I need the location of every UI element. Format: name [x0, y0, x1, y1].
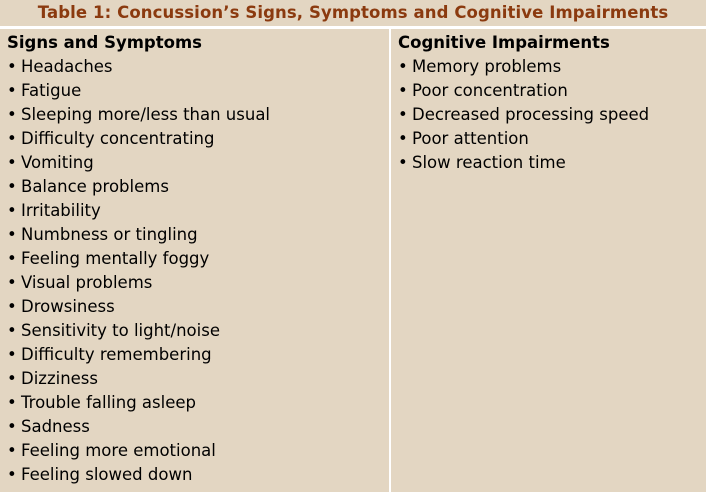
list-item [7, 103, 389, 127]
list-item-text: Drowsiness [21, 297, 115, 316]
list-item-text: Irritability [21, 201, 101, 220]
cognitive-impairments-column [391, 29, 706, 492]
list-item [7, 127, 389, 151]
list-item-text: Sadness [21, 417, 90, 436]
bullet-icon: • [7, 177, 17, 196]
bullet-icon: • [7, 417, 17, 436]
column-header-signs-symptoms: Signs and Symptoms [7, 33, 202, 52]
list-item-text: Numbness or tingling [21, 225, 198, 244]
list-item [7, 319, 389, 343]
list-item [398, 55, 706, 79]
list-item [398, 103, 706, 127]
list-item-text: Balance problems [21, 177, 169, 196]
list-item [7, 223, 389, 247]
bullet-icon: • [7, 225, 17, 244]
bullet-icon: • [7, 345, 17, 364]
bullet-icon: • [7, 465, 17, 484]
list-item-text: Headaches [21, 57, 113, 76]
bullet-icon: • [398, 105, 408, 124]
bullet-icon: • [7, 129, 17, 148]
bullet-icon: • [7, 297, 17, 316]
bullet-icon: • [7, 273, 17, 292]
list-item [7, 151, 389, 175]
bullet-icon: • [7, 105, 17, 124]
signs-symptoms-column [0, 29, 389, 492]
bullet-icon: • [7, 81, 17, 100]
list-item-text: Sleeping more/less than usual [21, 105, 271, 124]
list-item [7, 367, 389, 391]
list-item [398, 79, 706, 103]
list-item [7, 415, 389, 439]
list-item-text: Feeling mentally foggy [21, 249, 210, 268]
list-item [398, 127, 706, 151]
list-item-text: Slow reaction time [412, 153, 566, 172]
list-item [7, 271, 389, 295]
list-item [7, 391, 389, 415]
bullet-icon: • [398, 129, 408, 148]
bullet-icon: • [7, 321, 17, 340]
list-item-text: Trouble falling asleep [21, 393, 196, 412]
list-item [7, 343, 389, 367]
list-item [7, 55, 389, 79]
list-item [398, 151, 706, 175]
list-item-text: Fatigue [21, 81, 82, 100]
list-item-text: Dizziness [21, 369, 98, 388]
list-item-text: Poor concentration [412, 81, 568, 100]
list-item-text: Memory problems [412, 57, 562, 76]
cognitive-impairments-list [398, 55, 706, 175]
list-item-text: Poor attention [412, 129, 529, 148]
list-item-text: Difficulty remembering [21, 345, 212, 364]
list-item-text: Feeling slowed down [21, 465, 193, 484]
list-item-text: Decreased processing speed [412, 105, 650, 124]
bullet-icon: • [7, 249, 17, 268]
bullet-icon: • [7, 369, 17, 388]
column-header-cognitive-impairments: Cognitive Impairments [398, 33, 610, 52]
list-item [7, 295, 389, 319]
list-item [7, 247, 389, 271]
list-item-text: Difficulty concentrating [21, 129, 215, 148]
bullet-icon: • [7, 201, 17, 220]
bullet-icon: • [398, 57, 408, 76]
list-item [7, 175, 389, 199]
list-item-text: Visual problems [21, 273, 153, 292]
list-item-text: Sensitivity to light/noise [21, 321, 220, 340]
list-item-text: Vomiting [21, 153, 94, 172]
list-item [7, 79, 389, 103]
list-item [7, 463, 389, 487]
signs-symptoms-list [7, 55, 389, 487]
bullet-icon: • [7, 441, 17, 460]
table-title: Table 1: Concussion’s Signs, Symptoms and Cognitive Impairments [0, 0, 706, 26]
list-item [7, 439, 389, 463]
bullet-icon: • [398, 81, 408, 100]
bullet-icon: • [7, 393, 17, 412]
list-item [7, 199, 389, 223]
bullet-icon: • [7, 153, 17, 172]
bullet-icon: • [7, 57, 17, 76]
bullet-icon: • [398, 153, 408, 172]
list-item-text: Feeling more emotional [21, 441, 216, 460]
